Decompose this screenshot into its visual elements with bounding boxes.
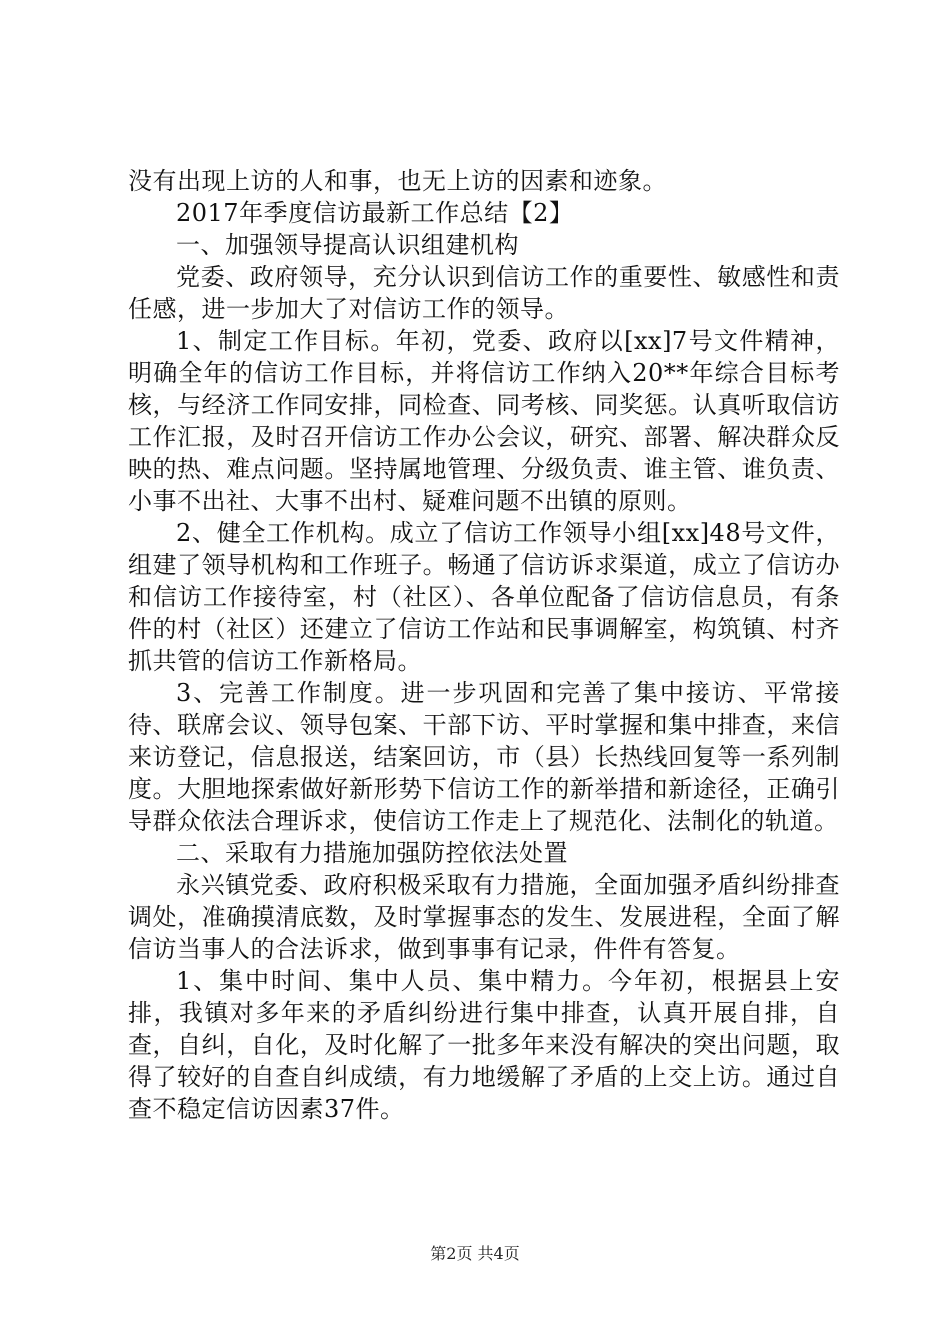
paragraph: 1、制定工作目标。年初，党委、政府以[xx]7号文件精神，明确全年的信访工作目标，并将信访工作纳入20**年综合目标考核，与经济工作同安排，同检查、同考核、同奖惩。认真听取信访工作汇报，及时召开信访工作办公会议，研究、部署、解决群众反映的热、难点问题。坚持属地管理、分级负责、谁主管、谁负责、小事不出社、大事不出村、疑难问题不出镇的原则。 [128,327,840,515]
heading-1: 一、加强领导提高认识组建机构 [176,231,519,259]
paragraph: 3、完善工作制度。进一步巩固和完善了集中接访、平常接待、联席会议、领导包案、干部下访、平时掌握和集中排查，来信来访登记，信息报送，结案回访，市（县）长热线回复等一系列制度。大胆地探索做好新形势下信访工作的新举措和新途径，正确引导群众依法合理诉求，使信访工作走上了规范化、法制化的轨道。 [128,679,840,835]
page-number: 第2页 共4页 [430,1244,520,1263]
paragraph: 1、集中时间、集中人员、集中精力。今年初，根据县上安排，我镇对多年来的矛盾纠纷进行集中排查，认真开展自排，自查，自纠，自化，及时化解了一批多年来没有解决的突出问题，取得了较好的自查自纠成绩，有力地缓解了矛盾的上交上访。通过自查不稳定信访因素37件。 [128,967,840,1123]
paragraph: 永兴镇党委、政府积极采取有力措施，全面加强矛盾纠纷排查调处，准确摸清底数，及时掌握事态的发生、发展进程，全面了解信访当事人的合法诉求，做到事事有记录，件件有答复。 [128,871,840,963]
heading-2: 二、采取有力措施加强防控依法处置 [176,839,568,867]
document-body [128,165,840,1125]
paragraph-continuation: 没有出现上访的人和事，也无上访的因素和迹象。 [128,167,667,195]
section-title: 2017年季度信访最新工作总结【2】 [176,199,574,227]
paragraph: 党委、政府领导，充分认识到信访工作的重要性、敏感性和责任感，进一步加大了对信访工作的领导。 [128,263,840,323]
paragraph: 2、健全工作机构。成立了信访工作领导小组[xx]48号文件，组建了领导机构和工作班子。畅通了信访诉求渠道，成立了信访办和信访工作接待室，村（社区）、各单位配备了信访信息员，有条件的村（社区）还建立了信访工作站和民事调解室，构筑镇、村齐抓共管的信访工作新格局。 [128,519,840,675]
